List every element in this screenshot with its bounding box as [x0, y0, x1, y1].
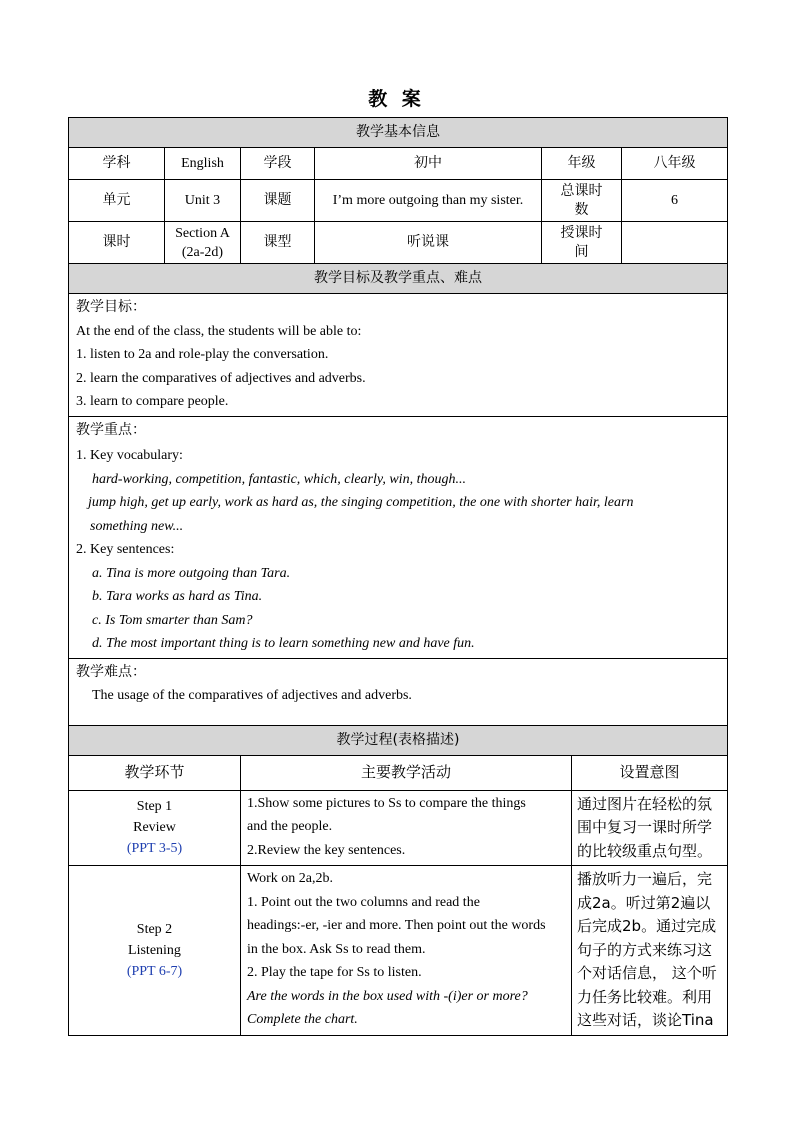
step-ppt: (PPT 3-5) [126, 841, 183, 857]
page-title: 教 案 [368, 88, 425, 110]
basic-info-header: 教学基本信息 [69, 118, 728, 148]
type-value: 听说课 [315, 222, 542, 264]
activity-cell [241, 866, 572, 1036]
vocab-label: 1. Key vocabulary: [76, 448, 183, 463]
difficulty-text: The usage of the comparatives of adjectives and adverbs. [92, 688, 412, 703]
grade-value: 八年级 [622, 148, 728, 180]
type-label: 课型 [241, 222, 315, 264]
unit-label: 单元 [69, 180, 165, 222]
total-hours-value: 6 [622, 180, 728, 222]
teaching-time-label: 授课时间 [542, 222, 622, 264]
step-ppt: (PPT 6-7) [126, 963, 183, 979]
basic-info-row [69, 148, 728, 180]
intent-cell: 通过图片在轻松的氛围中复习一课时所学的比较级重点句型。 [572, 790, 728, 866]
activity-line-italic: Are the words in the box used with -(i)er or more? [247, 988, 528, 1004]
difficulty-label: 教学难点： [76, 663, 146, 680]
activity-cell [241, 790, 572, 866]
objective-line: 3. learn to compare people. [76, 394, 229, 409]
sentences-label: 2. Key sentences: [76, 542, 175, 557]
topic-value: I’m more outgoing than my sister. [315, 180, 542, 222]
objectives-label: 教学目标： [76, 299, 146, 315]
sentence-line: b. Tara works as hard as Tina. [92, 589, 263, 604]
period-value [165, 222, 241, 264]
sentence-line: d. The most important thing is to learn something new and have fun. [92, 636, 475, 651]
stage-label: 学段 [241, 148, 315, 180]
vocab-line: something new... [90, 518, 184, 534]
activity-line: 2. Play the tape for Ss to listen. [247, 965, 422, 980]
sentence-line: a. Tina is more outgoing than Tara. [92, 565, 291, 581]
col-header-stage: 教学环节 [69, 755, 241, 790]
period-label: 课时 [69, 222, 165, 264]
process-step-row [69, 866, 728, 1036]
vocab-line: hard-working, competition, fantastic, which, clearly, win, though... [92, 471, 466, 487]
col-header-intent: 设置意图 [572, 755, 728, 790]
unit-value: Unit 3 [165, 180, 241, 222]
goals-header: 教学目标及教学重点、难点 [69, 264, 728, 294]
key-points-block [69, 416, 728, 658]
process-step-row [69, 790, 728, 866]
subject-value: English [165, 148, 241, 180]
objective-line: 2. learn the comparatives of adjectives and adverbs. [76, 370, 366, 386]
key-points-label: 教学重点： [76, 421, 146, 438]
subject-label: 学科 [69, 148, 165, 180]
topic-label: 课题 [241, 180, 315, 222]
section-line: Section A [175, 225, 230, 241]
step-number: Step 2 [136, 921, 173, 937]
process-column-headers [69, 755, 728, 790]
activity-line: 2.Review the key sentences. [247, 842, 406, 858]
activity-line: and the people. [247, 819, 333, 834]
sentence-line: c. Is Tom smarter than Sam? [92, 612, 253, 628]
activity-line: 1.Show some pictures to Ss to compare the things [247, 795, 526, 811]
grade-label: 年级 [542, 148, 622, 180]
col-header-activity: 主要教学活动 [241, 755, 572, 790]
step-name: Review [133, 820, 176, 836]
step-name: Listening [128, 942, 181, 958]
objective-line: At the end of the class, the students will be able to: [76, 323, 362, 339]
intent-cell: 播放听力一遍后，完成2a。听过第2遍以后完成2b。通过完成句子的方式来练习这个对话信息， 这个听力任务比较难。利用这些对话，谈论Tina [572, 866, 728, 1036]
vocab-line: jump high, get up early, work as hard as, the singing competition, the one with shorter hair, learn [88, 495, 634, 510]
activity-line: in the box. Ask Ss to read them. [247, 941, 426, 957]
section-range: (2a-2d) [181, 244, 224, 260]
activity-line: headings:-er, -ier and more. Then point out the words [247, 918, 546, 933]
basic-info-row [69, 222, 728, 264]
lesson-plan-table [68, 117, 728, 1036]
step-number: Step 1 [136, 799, 173, 815]
activity-line-italic: Complete the chart. [247, 1012, 358, 1027]
step-cell [69, 866, 241, 1036]
process-header: 教学过程(表格描述) [69, 725, 728, 755]
total-hours-label: 总课时数 [542, 180, 622, 222]
step-cell [69, 790, 241, 866]
difficulty-block [69, 658, 728, 725]
objectives-block [69, 294, 728, 417]
stage-value: 初中 [315, 148, 542, 180]
basic-info-row [69, 180, 728, 222]
objective-line: 1. listen to 2a and role-play the conversation. [76, 347, 329, 362]
activity-line: 1. Point out the two columns and read the [247, 894, 480, 910]
teaching-time-value [622, 222, 728, 264]
activity-line: Work on 2a,2b. [247, 871, 333, 886]
